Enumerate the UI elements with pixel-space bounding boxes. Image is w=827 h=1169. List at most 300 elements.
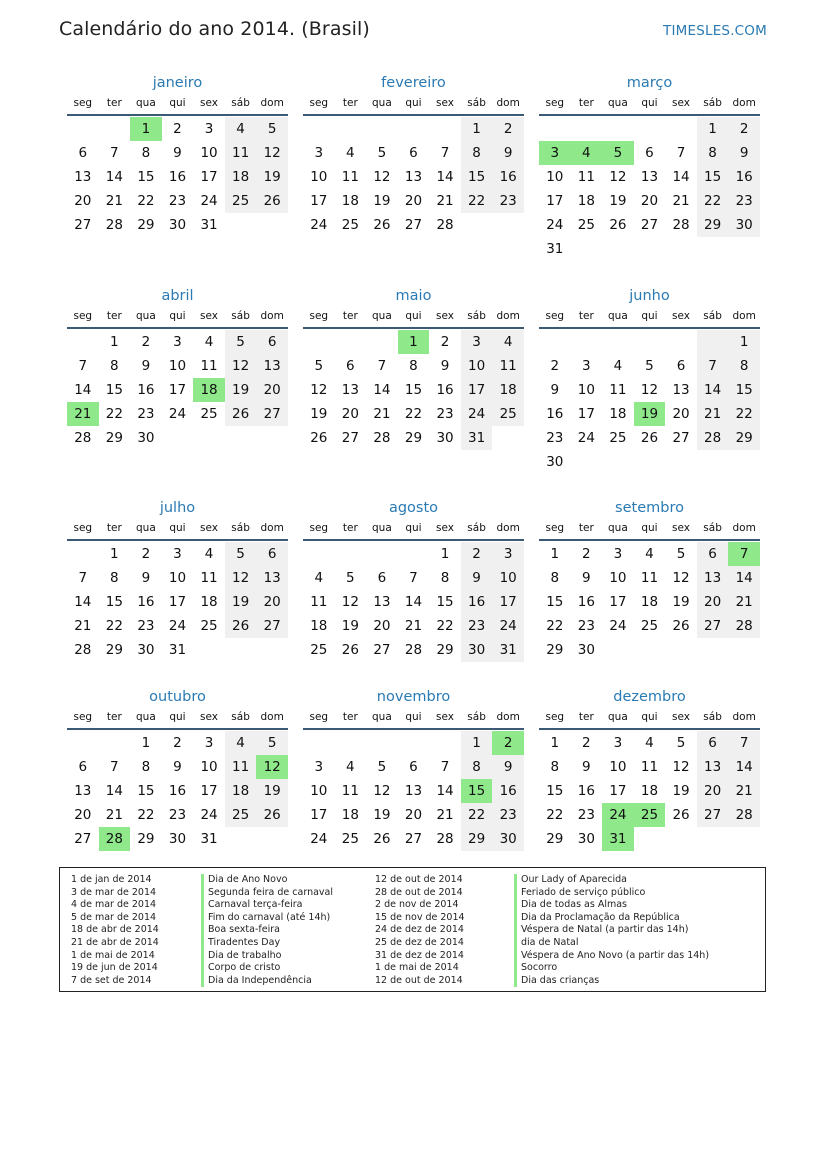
day-cell: 6 — [256, 542, 288, 566]
month-junho — [539, 285, 760, 474]
empty-cell — [571, 117, 603, 141]
day-cell: 17 — [577, 406, 595, 422]
day-cell: 15 — [137, 169, 155, 185]
day-cell: 15 — [546, 594, 564, 610]
day-cell: 28 — [436, 831, 454, 847]
empty-cell — [398, 542, 430, 566]
empty-cell — [67, 330, 99, 354]
day-cell: 2 — [461, 542, 493, 566]
day-cell: 8 — [110, 358, 119, 374]
day-cell: 27 — [74, 217, 92, 233]
day-cell: 9 — [550, 382, 560, 398]
day-cell: 2 — [173, 735, 182, 751]
day-cell: 14 — [74, 594, 92, 610]
day-cell: 10 — [609, 759, 627, 775]
day-cell: 15 — [404, 382, 423, 398]
day-cell: 4 — [225, 731, 257, 755]
legend-holiday-name: Dia de Ano Novo — [201, 874, 333, 887]
day-cell: 25 — [634, 803, 666, 827]
legend-holiday-name: Feriado de serviço público — [514, 887, 709, 900]
day-cell: 3 — [314, 145, 324, 161]
month-title: julho — [159, 500, 196, 516]
month-janeiro — [67, 72, 288, 237]
day-cell: 1 — [110, 546, 119, 562]
legend-holiday-name: Segunda feira de carnaval — [201, 887, 333, 900]
day-cell: 20 — [256, 378, 288, 402]
day-cell: 29 — [404, 430, 423, 446]
weekday-label: qua — [136, 522, 156, 534]
legend-holiday-name: Dia das crianças — [514, 975, 709, 988]
day-cell: 13 — [697, 566, 729, 590]
day-cell: 24 — [168, 618, 187, 634]
day-cell: 21 — [436, 807, 454, 823]
day-cell: 17 — [461, 378, 493, 402]
day-cell: 7 — [377, 358, 387, 374]
day-cell: 10 — [492, 566, 524, 590]
day-cell: 17 — [492, 590, 524, 614]
empty-cell — [634, 117, 666, 141]
day-cell: 6 — [409, 759, 418, 775]
day-cell: 29 — [137, 831, 155, 847]
header-rule — [539, 114, 760, 116]
day-cell: 30 — [728, 213, 760, 237]
weekday-label: seg — [73, 711, 93, 723]
day-cell: 11 — [341, 783, 359, 799]
empty-cell — [571, 330, 603, 354]
day-cell: 1 — [697, 117, 729, 141]
legend-date: 7 de set de 2014 — [71, 974, 152, 986]
day-cell: 9 — [582, 570, 591, 586]
day-cell: 9 — [492, 141, 524, 165]
day-cell: 5 — [225, 330, 257, 354]
header-rule — [539, 539, 760, 541]
day-cell: 4 — [571, 141, 603, 165]
day-cell: 18 — [225, 779, 257, 803]
month-fevereiro — [303, 72, 524, 237]
day-cell: 18 — [492, 378, 524, 402]
day-cell: 25 — [577, 217, 595, 233]
weekday-header — [67, 307, 288, 325]
day-cell: 19 — [256, 779, 288, 803]
day-cell: 2 — [141, 334, 151, 350]
day-cell: 18 — [310, 618, 328, 634]
day-cell: 3 — [539, 141, 571, 165]
day-cell: 29 — [728, 426, 760, 450]
empty-cell — [366, 542, 398, 566]
day-cell: 7 — [110, 145, 119, 161]
day-cell: 16 — [577, 594, 595, 610]
weekday-label: sex — [436, 522, 455, 534]
weekday-label: qua — [372, 97, 392, 109]
day-cell: 8 — [697, 141, 729, 165]
day-cell: 11 — [225, 141, 257, 165]
day-cell: 7 — [728, 542, 760, 566]
day-cell: 23 — [577, 807, 595, 823]
day-cell: 3 — [582, 358, 591, 374]
weekday-header — [303, 708, 524, 726]
day-cell: 8 — [550, 759, 560, 775]
day-cell: 9 — [440, 358, 450, 374]
month-title: março — [626, 75, 673, 91]
weekday-label: sáb — [231, 97, 250, 109]
day-cell: 28 — [99, 827, 131, 851]
day-cell: 18 — [341, 193, 359, 209]
day-cell: 7 — [440, 759, 450, 775]
day-grid — [303, 117, 524, 237]
weekday-label: sáb — [467, 711, 486, 723]
day-cell: 23 — [436, 406, 454, 422]
day-cell: 1 — [461, 731, 493, 755]
empty-cell — [398, 731, 430, 755]
day-cell: 30 — [137, 642, 155, 658]
weekday-label: sex — [672, 310, 691, 322]
day-cell: 4 — [225, 117, 257, 141]
empty-cell — [539, 330, 571, 354]
day-cell: 14 — [373, 382, 391, 398]
day-cell: 12 — [310, 382, 328, 398]
weekday-label: qui — [405, 522, 422, 534]
day-cell: 25 — [341, 217, 359, 233]
weekday-label: qui — [169, 711, 186, 723]
day-cell: 23 — [728, 189, 760, 213]
day-cell: 29 — [461, 827, 493, 851]
day-cell: 26 — [225, 614, 257, 638]
day-cell: 6 — [697, 542, 729, 566]
day-cell: 20 — [672, 406, 690, 422]
day-cell: 10 — [200, 759, 218, 775]
day-cell: 25 — [609, 430, 627, 446]
day-cell: 15 — [697, 165, 729, 189]
weekday-label: seg — [545, 711, 565, 723]
day-cell: 19 — [672, 783, 690, 799]
weekday-label: qua — [608, 310, 628, 322]
day-cell: 24 — [168, 406, 187, 422]
day-cell: 31 — [200, 217, 218, 233]
day-cell: 9 — [582, 759, 591, 775]
day-cell: 23 — [492, 803, 524, 827]
day-grid — [539, 117, 760, 261]
weekday-label: sex — [672, 711, 691, 723]
day-cell: 21 — [436, 193, 454, 209]
day-cell: 24 — [602, 803, 634, 827]
weekday-label: seg — [73, 310, 93, 322]
day-cell: 10 — [609, 570, 627, 586]
day-cell: 5 — [256, 731, 288, 755]
empty-cell — [398, 117, 430, 141]
day-cell: 24 — [200, 193, 218, 209]
day-cell: 10 — [310, 169, 328, 185]
day-cell: 6 — [346, 358, 355, 374]
month-title: fevereiro — [381, 75, 446, 91]
day-cell: 1 — [141, 735, 151, 751]
day-cell: 12 — [609, 169, 627, 185]
day-cell: 23 — [546, 430, 564, 446]
legend-date: 1 de mai de 2014 — [375, 962, 459, 974]
day-cell: 24 — [310, 217, 328, 233]
day-cell: 10 — [461, 354, 493, 378]
day-cell: 10 — [168, 570, 187, 586]
empty-cell — [99, 731, 131, 755]
empty-cell — [429, 117, 461, 141]
weekday-label: dom — [496, 711, 520, 723]
weekday-label: sáb — [231, 522, 250, 534]
day-cell: 5 — [346, 570, 355, 586]
day-cell: 17 — [168, 382, 187, 398]
day-cell: 26 — [341, 642, 359, 658]
legend-date: 3 de mar de 2014 — [71, 886, 157, 898]
day-cell: 1 — [550, 546, 560, 562]
weekday-label: sáb — [231, 310, 250, 322]
empty-cell — [539, 117, 571, 141]
day-cell: 8 — [141, 759, 151, 775]
weekday-label: qua — [372, 522, 392, 534]
day-cell: 12 — [640, 382, 659, 398]
legend-holiday-name: Boa sexta-feira — [201, 924, 333, 937]
day-cell: 21 — [67, 402, 99, 426]
weekday-label: qua — [608, 522, 628, 534]
day-cell: 20 — [404, 193, 423, 209]
weekday-header — [539, 307, 760, 325]
day-cell: 5 — [602, 141, 634, 165]
day-cell: 12 — [256, 755, 288, 779]
day-cell: 27 — [256, 614, 288, 638]
day-cell: 6 — [676, 358, 686, 374]
legend-holiday-name: dia de Natal — [514, 937, 709, 950]
day-cell: 7 — [676, 145, 686, 161]
weekday-label: dom — [496, 310, 520, 322]
weekday-label: dom — [732, 711, 756, 723]
day-cell: 2 — [550, 358, 560, 374]
day-cell: 13 — [256, 566, 288, 590]
day-cell: 30 — [168, 217, 187, 233]
empty-cell — [335, 330, 367, 354]
weekday-label: sex — [672, 522, 691, 534]
day-cell: 20 — [74, 807, 92, 823]
legend-date: 12 de out de 2014 — [375, 974, 463, 986]
day-cell: 24 — [310, 831, 328, 847]
day-cell: 15 — [546, 783, 564, 799]
weekday-label: ter — [578, 522, 594, 534]
day-cell: 3 — [204, 121, 214, 137]
day-cell: 7 — [697, 354, 729, 378]
day-cell: 31 — [602, 827, 634, 851]
day-cell: 2 — [141, 546, 151, 562]
day-cell: 6 — [697, 731, 729, 755]
legend-names-left — [201, 874, 333, 987]
day-cell: 16 — [577, 783, 595, 799]
legend-date: 2 de nov de 2014 — [375, 899, 459, 911]
legend-date: 18 de abr de 2014 — [71, 924, 159, 936]
day-cell: 14 — [105, 169, 123, 185]
holiday-legend — [59, 867, 766, 992]
month-title: setembro — [615, 500, 684, 516]
day-cell: 19 — [225, 590, 257, 614]
weekday-label: qui — [169, 97, 186, 109]
day-cell: 25 — [225, 189, 257, 213]
legend-holiday-name: Dia da Proclamação da República — [514, 912, 709, 925]
day-cell: 3 — [204, 735, 214, 751]
day-cell: 27 — [697, 803, 729, 827]
day-cell: 5 — [676, 546, 686, 562]
day-grid — [67, 330, 288, 450]
day-cell: 29 — [436, 642, 454, 658]
day-cell: 28 — [436, 217, 454, 233]
day-cell: 27 — [404, 217, 423, 233]
day-cell: 22 — [461, 803, 493, 827]
day-cell: 17 — [310, 193, 328, 209]
weekday-label: ter — [342, 522, 358, 534]
day-cell: 13 — [74, 169, 92, 185]
day-cell: 22 — [697, 189, 729, 213]
weekday-label: qui — [641, 522, 658, 534]
weekday-label: sex — [200, 522, 219, 534]
day-cell: 5 — [256, 117, 288, 141]
weekday-label: dom — [260, 97, 284, 109]
day-cell: 29 — [697, 213, 729, 237]
weekday-label: sáb — [703, 97, 722, 109]
day-cell: 4 — [645, 735, 654, 751]
day-cell: 12 — [225, 566, 257, 590]
day-cell: 16 — [168, 783, 187, 799]
day-cell: 27 — [672, 430, 690, 446]
legend-holiday-name: Fim do carnaval (até 14h) — [201, 912, 333, 925]
day-cell: 23 — [168, 807, 187, 823]
day-cell: 17 — [200, 169, 218, 185]
day-cell: 22 — [105, 618, 123, 634]
day-cell: 11 — [225, 755, 257, 779]
day-cell: 20 — [256, 590, 288, 614]
weekday-header — [303, 519, 524, 537]
weekday-label: qua — [136, 310, 156, 322]
empty-cell — [366, 330, 398, 354]
header-rule — [303, 327, 524, 329]
day-cell: 19 — [609, 193, 627, 209]
day-grid — [303, 330, 524, 450]
weekday-label: ter — [106, 97, 122, 109]
day-cell: 27 — [640, 217, 659, 233]
day-cell: 30 — [492, 827, 524, 851]
weekday-label: qui — [641, 711, 658, 723]
day-cell: 25 — [200, 618, 218, 634]
day-cell: 14 — [697, 378, 729, 402]
empty-cell — [429, 731, 461, 755]
day-cell: 30 — [461, 638, 493, 662]
day-cell: 21 — [105, 807, 123, 823]
day-cell: 22 — [546, 807, 564, 823]
day-cell: 13 — [373, 594, 391, 610]
day-cell: 6 — [78, 759, 88, 775]
day-cell: 1 — [110, 334, 119, 350]
day-cell: 2 — [582, 735, 591, 751]
legend-dates-right — [375, 874, 465, 987]
day-cell: 13 — [672, 382, 690, 398]
legend-date: 19 de jun de 2014 — [71, 962, 158, 974]
day-cell: 21 — [404, 618, 423, 634]
legend-holiday-name: Véspera de Ano Novo (a partir das 14h) — [514, 950, 709, 963]
day-cell: 11 — [200, 570, 218, 586]
weekday-label: sex — [200, 310, 219, 322]
day-cell: 7 — [78, 570, 88, 586]
weekday-label: seg — [545, 310, 565, 322]
day-cell: 18 — [225, 165, 257, 189]
day-cell: 11 — [640, 570, 659, 586]
day-cell: 28 — [728, 614, 760, 638]
day-cell: 18 — [640, 783, 659, 799]
legend-date: 25 de dez de 2014 — [375, 936, 464, 948]
day-cell: 1 — [550, 735, 560, 751]
legend-date: 4 de mar de 2014 — [71, 899, 157, 911]
day-cell: 21 — [697, 402, 729, 426]
month-dezembro — [539, 686, 760, 851]
legend-holiday-name: Véspera de Natal (a partir das 14h) — [514, 924, 709, 937]
day-cell: 16 — [137, 594, 155, 610]
month-title: agosto — [388, 500, 439, 516]
day-cell: 1 — [398, 330, 430, 354]
month-setembro — [539, 497, 760, 662]
day-cell: 14 — [436, 169, 454, 185]
day-cell: 11 — [341, 169, 359, 185]
day-cell: 10 — [200, 145, 218, 161]
day-cell: 29 — [546, 642, 564, 658]
weekday-label: ter — [106, 310, 122, 322]
legend-date: 5 de mar de 2014 — [71, 911, 157, 923]
day-cell: 3 — [492, 542, 524, 566]
page-title: Calendário do ano 2014. (Brasil) — [59, 18, 370, 40]
day-grid — [67, 117, 288, 237]
day-grid — [67, 731, 288, 851]
day-cell: 19 — [373, 807, 391, 823]
weekday-label: dom — [260, 310, 284, 322]
day-cell: 23 — [577, 618, 595, 634]
day-cell: 8 — [110, 570, 119, 586]
day-cell: 17 — [609, 594, 627, 610]
weekday-header — [539, 94, 760, 112]
day-cell: 28 — [672, 217, 690, 233]
day-cell: 28 — [373, 430, 391, 446]
header-rule — [67, 114, 288, 116]
day-cell: 17 — [168, 594, 187, 610]
day-cell: 21 — [74, 618, 92, 634]
day-cell: 17 — [546, 193, 564, 209]
day-cell: 20 — [404, 807, 423, 823]
day-cell: 22 — [461, 189, 493, 213]
day-cell: 24 — [609, 618, 627, 634]
day-cell: 12 — [373, 783, 391, 799]
day-cell: 31 — [461, 426, 493, 450]
day-cell: 12 — [256, 141, 288, 165]
weekday-label: sex — [436, 711, 455, 723]
day-cell: 23 — [137, 406, 155, 422]
day-cell: 22 — [436, 618, 454, 634]
day-cell: 20 — [697, 590, 729, 614]
day-cell: 21 — [672, 193, 690, 209]
day-cell: 2 — [492, 731, 524, 755]
day-cell: 30 — [436, 430, 454, 446]
weekday-label: seg — [73, 522, 93, 534]
brand-link[interactable]: TIMESLES.COM — [663, 23, 767, 39]
day-cell: 18 — [609, 406, 627, 422]
day-cell: 1 — [461, 117, 493, 141]
day-cell: 19 — [225, 378, 257, 402]
weekday-label: sáb — [467, 522, 486, 534]
day-cell: 4 — [204, 334, 214, 350]
weekday-label: seg — [545, 97, 565, 109]
empty-cell — [366, 117, 398, 141]
month-outubro — [67, 686, 288, 851]
day-cell: 11 — [640, 759, 659, 775]
day-cell: 8 — [461, 141, 493, 165]
weekday-header — [303, 307, 524, 325]
